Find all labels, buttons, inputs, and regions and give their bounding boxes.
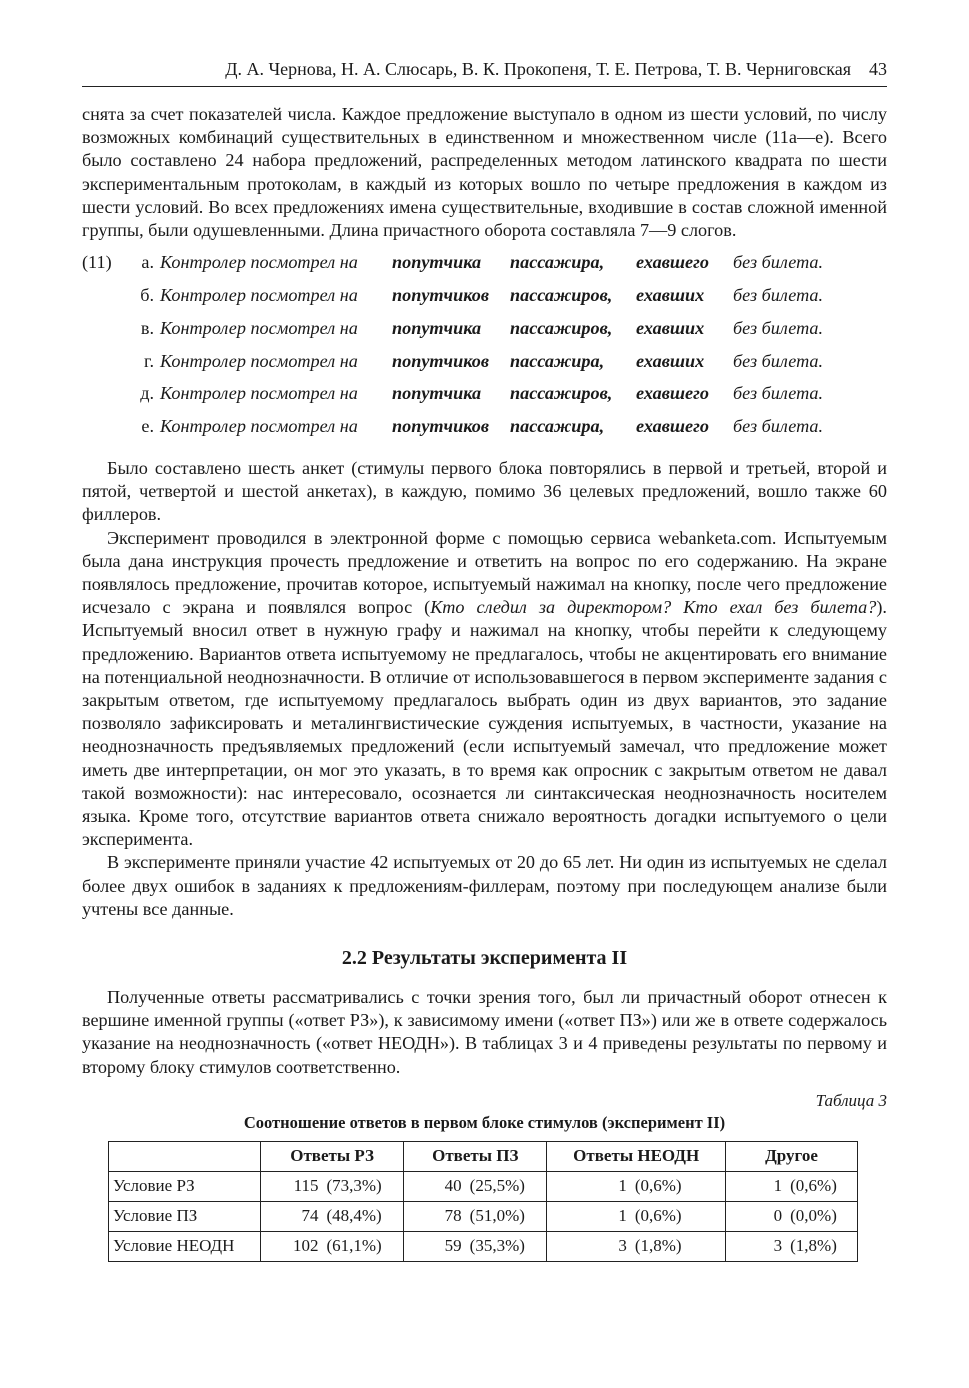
example-dependent-noun: пассажиров, <box>510 317 613 338</box>
example-head-noun: попутчиков <box>392 285 489 306</box>
example-prefix: Контролер посмотрел на <box>160 416 358 437</box>
example-head-noun: попутчика <box>392 252 482 273</box>
example-row <box>82 252 887 285</box>
example-dependent-noun: пассажира, <box>510 252 605 273</box>
example-participle: ехавшего <box>636 416 709 437</box>
paragraph-4: В эксперименте приняли участие 42 испытуемых от 20 до 65 лет. Ни один из испытуемых не сделал более двух ошибок в заданиях к предложениям-филлерам, поэтому при последующем анализе были учтены все данные. <box>82 852 887 919</box>
example-sentence <box>160 252 823 273</box>
table-row-label: Условие НЕОДН <box>109 1231 261 1261</box>
table-label: Таблица 3 <box>815 1090 887 1110</box>
example-dependent-noun: пассажиров, <box>510 383 613 404</box>
table-row <box>109 1201 858 1231</box>
paragraph-2: Было составлено шесть анкет (стимулы первого блока повторялись в первой и третьей, второй и пятой, четвертой и шестой анкетах), в каждую, помимо 36 целевых предложений, вошло также 60 филлеров. <box>82 458 887 525</box>
example-head-noun: попутчиков <box>392 416 489 437</box>
table-header-cell: Ответы РЗ <box>261 1141 404 1171</box>
example-dependent-noun: пассажира, <box>510 416 605 437</box>
example-head-noun: попутчика <box>392 317 482 338</box>
example-prefix: Контролер посмотрел на <box>160 285 358 306</box>
example-participle: ехавших <box>636 350 705 371</box>
example-sentence <box>160 383 823 404</box>
example-row <box>82 351 887 384</box>
example-participle: ехавших <box>636 285 705 306</box>
table-row-label: Условие ПЗ <box>109 1201 261 1231</box>
example-suffix: без билета. <box>733 285 824 306</box>
table-cell: 0 (0,0%) <box>726 1201 858 1231</box>
example-prefix: Контролер посмотрел на <box>160 350 358 371</box>
example-prefix: Контролер посмотрел на <box>160 252 358 273</box>
example-participle: ехавшего <box>636 252 709 273</box>
example-letter: б. <box>140 285 154 306</box>
example-prefix: Контролер посмотрел на <box>160 383 358 404</box>
paragraph-5: Полученные ответы рассматривались с точки зрения того, был ли причастный оборот отнесен к вершине именной группы («ответ РЗ»), к зависимому имени («ответ ПЗ») или же в ответе содержалось указание на неоднозначность («ответ НЕОДН»). В таблицах 3 и 4 приведены результаты по первому и второму блоку стимулов соответственно. <box>82 987 887 1077</box>
example-letter: д. <box>140 383 154 404</box>
example-sentence <box>160 351 823 372</box>
table-cell: 1 (0,6%) <box>547 1171 726 1201</box>
section-title: 2.2 Результаты эксперимента II <box>341 947 628 970</box>
table-header-cell: Другое <box>726 1141 858 1171</box>
paragraph-3 <box>82 527 887 852</box>
example-suffix: без билета. <box>733 252 824 273</box>
example-letter: е. <box>141 416 154 437</box>
example-participle: ехавших <box>636 317 705 338</box>
table-cell: 74 (48,4%) <box>261 1201 404 1231</box>
example-letter: в. <box>140 317 154 338</box>
table-cell: 3 (1,8%) <box>726 1231 858 1261</box>
example-sentence <box>160 285 823 306</box>
table-header-cell: Ответы НЕОДН <box>547 1141 726 1171</box>
table-header-cell <box>109 1141 261 1171</box>
paragraph-3-part-2: ). Испытуемый вносил ответ в нужную графу и нажимал на кнопку, чтобы перейти к следующему предложению. Вариантов ответа испытуемому не предлагалось, чтобы не акцентировать его внимание на потенциальной неоднозначности. В отличие от использовавшегося в первом эксперименте задания с закрытым ответом, где испытуемому предлагалось выбрать один из двух вариантов, это задание позволяло зафиксировать и металингвистические суждения испытуемых, в частности, указание на неоднозначность предъявляемых предложений (если испытуемый замечал, что предложение может иметь две интерпретации, он мог это указать, в то время как опросник с закрытым ответом не давал такой возможности): нас интересовало, осознается ли синтаксическая неоднозначность носителем языка. Кроме того, отсутствие вариантов ответа снижало вероятность догадки испытуемого о цели эксперимента. <box>82 597 887 850</box>
table-cell: 1 (0,6%) <box>726 1171 858 1201</box>
example-prefix: Контролер посмотрел на <box>160 317 358 338</box>
table-cell: 59 (35,3%) <box>404 1231 547 1261</box>
table-cell: 115 (73,3%) <box>261 1171 404 1201</box>
paragraph-3-italic-questions: Кто следил за директором? Кто ехал без билета? <box>430 597 877 618</box>
example-head-noun: попутчиков <box>392 350 489 371</box>
paragraph-3-part-1: Эксперимент проводился в электронной форме с помощью сервиса webanketa.com. Испытуемым была дана инструкция прочесть предложение и ответить на вопрос по его содержанию. На экране появлялось предложение, прочитав которое, испытуемый нажимал на кнопку, после чего предложение исчезало с экрана и появлялся вопрос ( <box>82 527 887 618</box>
example-row <box>82 285 887 318</box>
table-cell: 1 (0,6%) <box>547 1201 726 1231</box>
table-cell: 78 (51,0%) <box>404 1201 547 1231</box>
example-head-noun: попутчика <box>392 383 482 404</box>
table-row <box>109 1171 858 1201</box>
table-row-label: Условие РЗ <box>109 1171 261 1201</box>
example-sentence <box>160 416 823 437</box>
table-title: Соотношение ответов в первом блоке стимулов (эксперимент II) <box>243 1112 726 1132</box>
example-suffix: без билета. <box>733 383 824 404</box>
example-number: (11) <box>82 252 112 273</box>
example-letter: г. <box>144 350 154 371</box>
table-cell: 102 (61,1%) <box>261 1231 404 1261</box>
example-participle: ехавшего <box>636 383 709 404</box>
table-header-row <box>109 1141 858 1171</box>
example-row <box>82 383 887 416</box>
page <box>82 58 887 1262</box>
header-authors: Д. А. Чернова, Н. А. Слюсарь, В. К. Прокопеня, Т. Е. Петрова, Т. В. Черниговская <box>225 59 851 79</box>
table-row <box>109 1231 858 1261</box>
example-letter: а. <box>141 252 154 273</box>
running-header <box>82 58 887 87</box>
example-row <box>82 416 887 449</box>
table-header-cell: Ответы ПЗ <box>404 1141 547 1171</box>
results-table <box>108 1141 858 1262</box>
example-suffix: без билета. <box>733 416 824 437</box>
example-sentence <box>160 318 823 339</box>
example-row <box>82 318 887 351</box>
example-suffix: без билета. <box>733 317 824 338</box>
example-dependent-noun: пассажиров, <box>510 285 613 306</box>
example-dependent-noun: пассажира, <box>510 350 605 371</box>
example-suffix: без билета. <box>733 350 824 371</box>
table-cell: 40 (25,5%) <box>404 1171 547 1201</box>
page-number: 43 <box>869 59 887 79</box>
examples-block <box>82 252 887 449</box>
table-cell: 3 (1,8%) <box>547 1231 726 1261</box>
paragraph-1: снята за счет показателей числа. Каждое предложение выступало в одном из шести условий, по числу возможных комбинаций существительных в единственном и множественном числе (11а—е). Всего было составлено 24 набора предложений, распределенных методом латинского квадрата по шести экспериментальным протоколам, в каждый из которых вошло по четыре предложения в каждом из шести условий. Во всех предложениях имена существительные, входившие в состав сложной именной группы, были одушевленными. Длина причастного оборота составляла 7—9 слогов. <box>82 104 887 241</box>
